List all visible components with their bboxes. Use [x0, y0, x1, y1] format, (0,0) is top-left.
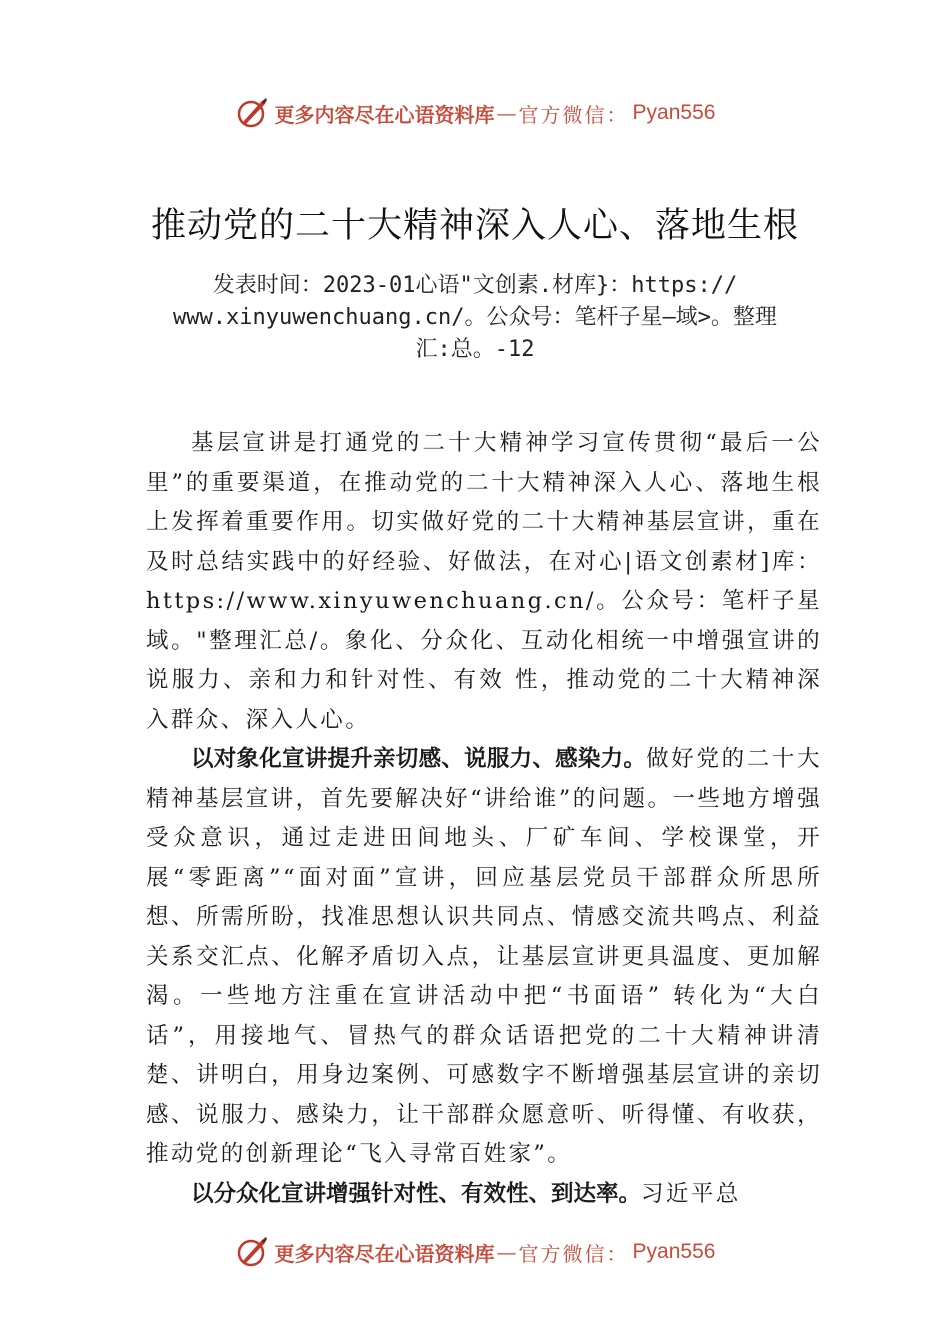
watermark-wechat-label: 官方微信： [518, 102, 629, 127]
paragraph [146, 424, 822, 740]
watermark-site-text: 更多内容尽在心语资料库 [274, 102, 495, 127]
paragraph-lead: 以分众化宣讲增强针对性、有效性、到达率。 [191, 1180, 642, 1207]
paragraph [146, 740, 822, 1175]
paragraph-text: 基层宣讲是打通党的二十大精神学习宣传贯彻“最后一公里”的重要渠道，在推动党的二十大精神深入人心、落地生根上发挥着重要作用。切实做好党的二十大精神基层宣讲，重在及时总结实践中的好经验、好做法，在对心|语文创素材]库：https://www.xinyuwenchuang.cn/。公众号：笔杆子星域。"整理汇总/。象化、分众化、互动化相统一中增强宣讲的说服力、亲和力和针对性、有效 性，推动党的二十大精神深入群众、深入人心。 [146, 430, 822, 733]
paragraph-lead: 以对象化宣讲提升亲切感、说服力、感染力。 [191, 746, 647, 772]
watermark-wechat-label: 官方微信： [518, 1241, 629, 1266]
article-title: 推动党的二十大精神深入人心、落地生根 [150, 206, 799, 246]
article-meta: 发表时间：2023-01心语"文创素.材库}：https:// www.xinyuwenchuang.cn/。公众号：笔杆子星—域>。整理 汇:总。-12 [173, 273, 777, 362]
watermark-wechat-id: Pyan556 [632, 101, 716, 124]
watermark-separator: — [496, 1240, 517, 1264]
watermark-separator: — [496, 101, 517, 125]
header-watermark [0, 93, 950, 133]
watermark-wechat-id: Pyan556 [632, 1240, 716, 1263]
paragraph-text: 习近平总 [641, 1180, 741, 1207]
paragraph-text: 做好党的二十大精神基层宣讲，首先要解决好“讲给谁”的问题。一些地方增强受众意识，通过走进田间地头、厂矿车间、学校课堂，开展“零距离”“面对面”宣讲，回应基层党员干部群众所思所想、所需所盼，找准思想认识共同点、情感交流共鸣点、利益关系交汇点、化解矛盾切入点，让基层宣讲更具温度、更加解渴。一些地方注重在宣讲活动中把“书面语” 转化为“大白话”，用接地气、冒热气的群众话语把党的二十大精神讲清楚、讲明白，用身边案例、可感数字不断增强基层宣讲的亲切感、说服力、感染力，让干部群众愿意听、听得懂、有收获，推动党的创新理论“飞入寻常百姓家”。 [146, 746, 822, 1167]
watermark-site-text: 更多内容尽在心语资料库 [274, 1241, 495, 1266]
footer-watermark [0, 1232, 950, 1272]
article-body [146, 424, 822, 1214]
paragraph [146, 1175, 822, 1215]
quill-pen-seal-icon [235, 1235, 269, 1269]
quill-pen-seal-icon [235, 96, 269, 130]
